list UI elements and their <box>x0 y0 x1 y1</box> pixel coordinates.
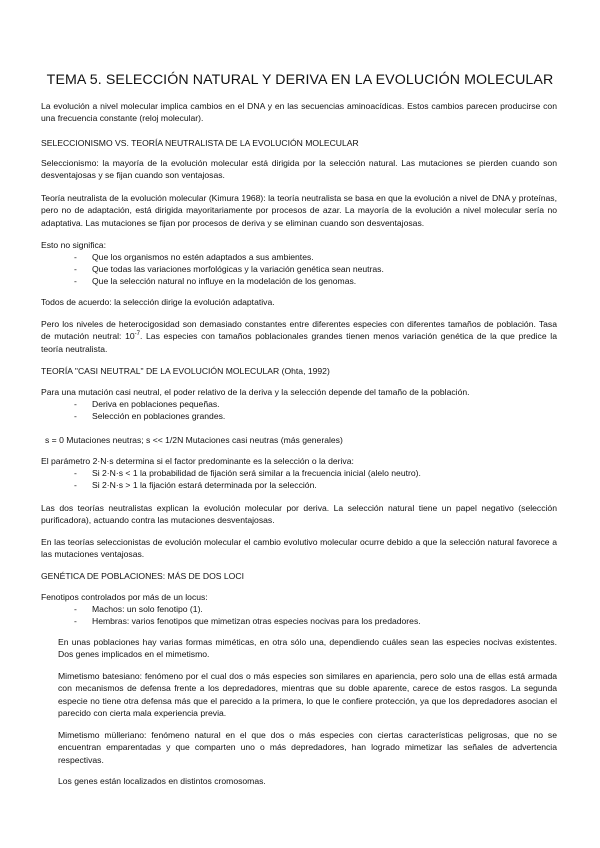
neutralista-paragraph: Teoría neutralista de la evolución molecular (Kimura 1968): la teoría neutralista se basa en que la evolución a nivel de DNA y proteínas, pero no de adaptación, está dirigida mayoritariamente por procesos de azar. La mayoría de la evolución a nivel molecular sería no adaptativa. Las mutaciones se fijan por procesos de deriva y se eliminan cuando son desventajosas. <box>41 193 557 228</box>
parametro-list <box>74 467 421 491</box>
list-item: - Que todas las variaciones morfológicas y la variación genética sean neutras. <box>74 263 384 275</box>
seleccionistas-paragraph: En las teorías seleccionistas de evolución molecular el cambio evolutivo molecular ocurre debido a que la selección natural favorece a las mutaciones ventajosas. <box>41 537 557 560</box>
section-heading-genetica: GENÉTICA DE POBLACIONES: MÁS DE DOS LOCI <box>41 571 244 581</box>
heterocigosidad-paragraph <box>41 318 557 355</box>
no-significa-list <box>74 251 384 288</box>
cromosomas-paragraph: Los genes están localizados en distintos cromosomas. <box>58 776 266 786</box>
fenotipos-list <box>74 603 421 627</box>
list-item: - Deriva en poblaciones pequeñas. <box>74 398 225 410</box>
acuerdo-paragraph: Todos de acuerdo: la selección dirige la evolución adaptativa. <box>41 297 275 307</box>
section-heading-seleccionismo: SELECCIONISMO VS. TEORÍA NEUTRALISTA DE LA EVOLUCIÓN MOLECULAR <box>41 138 359 148</box>
heterocigosidad-text-a: Pero los niveles de heterocigosidad son demasiado constantes entre diferentes especies con diferentes tamaños de población. Tasa de mutación neutral: 10 <box>41 319 557 342</box>
list-item: - Si 2·N·s > 1 la fijación estará determinada por la selección. <box>74 479 421 491</box>
seleccionismo-paragraph: Seleccionismo: la mayoría de la evolución molecular está dirigida por la selección natural. Las mutaciones se pierden cuando son desventajosas y se fijan cuando son ventajosas. <box>41 158 557 181</box>
list-item: - Machos: un solo fenotipo (1). <box>74 603 421 615</box>
section-heading-casi-neutral: TEORÍA "CASI NEUTRAL" DE LA EVOLUCIÓN MOLECULAR (Ohta, 1992) <box>41 366 330 376</box>
exponent: -7 <box>134 331 140 338</box>
casi-neutral-paragraph: Para una mutación casi neutral, el poder relativo de la deriva y la selección depende del tamaño de la población. <box>41 387 470 397</box>
list-item: - Que los organismos no estén adaptados a sus ambientes. <box>74 251 384 263</box>
fenotipos-label: Fenotipos controlados por más de un locus: <box>41 592 208 602</box>
list-item: - Si 2·N·s < 1 la probabilidad de fijación será similar a la frecuencia inicial (alelo neutro). <box>74 467 421 479</box>
batesiano-paragraph: Mimetismo batesiano: fenómeno por el cual dos o más especies son similares en apariencia, pero solo una de ellas está armada con mecanismos de defensa frente a los depredadores, mientras que su doble aparente, carece de estos rasgos. La segunda especie no tiene otra defensa más que el parecido a la primera, lo que le confiere protección, ya que los depredadores asocian el parecido con cierta mala experiencia previa. <box>58 671 557 719</box>
no-significa-label: Esto no significa: <box>41 240 106 250</box>
poblaciones-paragraph: En unas poblaciones hay varias formas miméticas, en otra sólo una, dependiendo cuáles sean las especies nocivas existentes. Dos genes implicados en el mimetismo. <box>58 637 557 660</box>
parametro-paragraph: El parámetro 2·N·s determina si el factor predominante es la selección o la deriva: <box>41 456 354 466</box>
heterocigosidad-text-b: . Las especies con tamaños poblacionales grandes tienen menos variación genética de la que predice la teoría neutralista. <box>41 331 557 354</box>
formula-line: s = 0 Mutaciones neutras; s << 1/2N Mutaciones casi neutras (más generales) <box>45 435 343 445</box>
page-title: TEMA 5. SELECCIÓN NATURAL Y DERIVA EN LA EVOLUCIÓN MOLECULAR <box>46 72 554 88</box>
dos-teorias-paragraph: Las dos teorías neutralistas explican la evolución molecular por deriva. La selección natural tiene un papel negativo (selección purificadora), actuando contra las mutaciones desventajosas. <box>41 503 557 526</box>
mulleriano-paragraph: Mimetismo mülleriano: fenómeno natural en el que dos o más especies con ciertas características peligrosas, que no se encuentran emparentadas y que comparten uno o más depredadores, han logrado mimetizar las señales de advertencia respectivas. <box>58 730 557 765</box>
intro-paragraph: La evolución a nivel molecular implica cambios en el DNA y en las secuencias aminoacídicas. Estos cambios parecen producirse con una frecuencia constante (reloj molecular). <box>41 101 557 124</box>
casi-neutral-list <box>74 398 225 422</box>
list-item: - Que la selección natural no influye en la modelación de los genomas. <box>74 275 384 287</box>
list-item: - Hembras: varios fenotipos que mimetizan otras especies nocivas para los predadores. <box>74 615 421 627</box>
list-item: - Selección en poblaciones grandes. <box>74 410 225 422</box>
